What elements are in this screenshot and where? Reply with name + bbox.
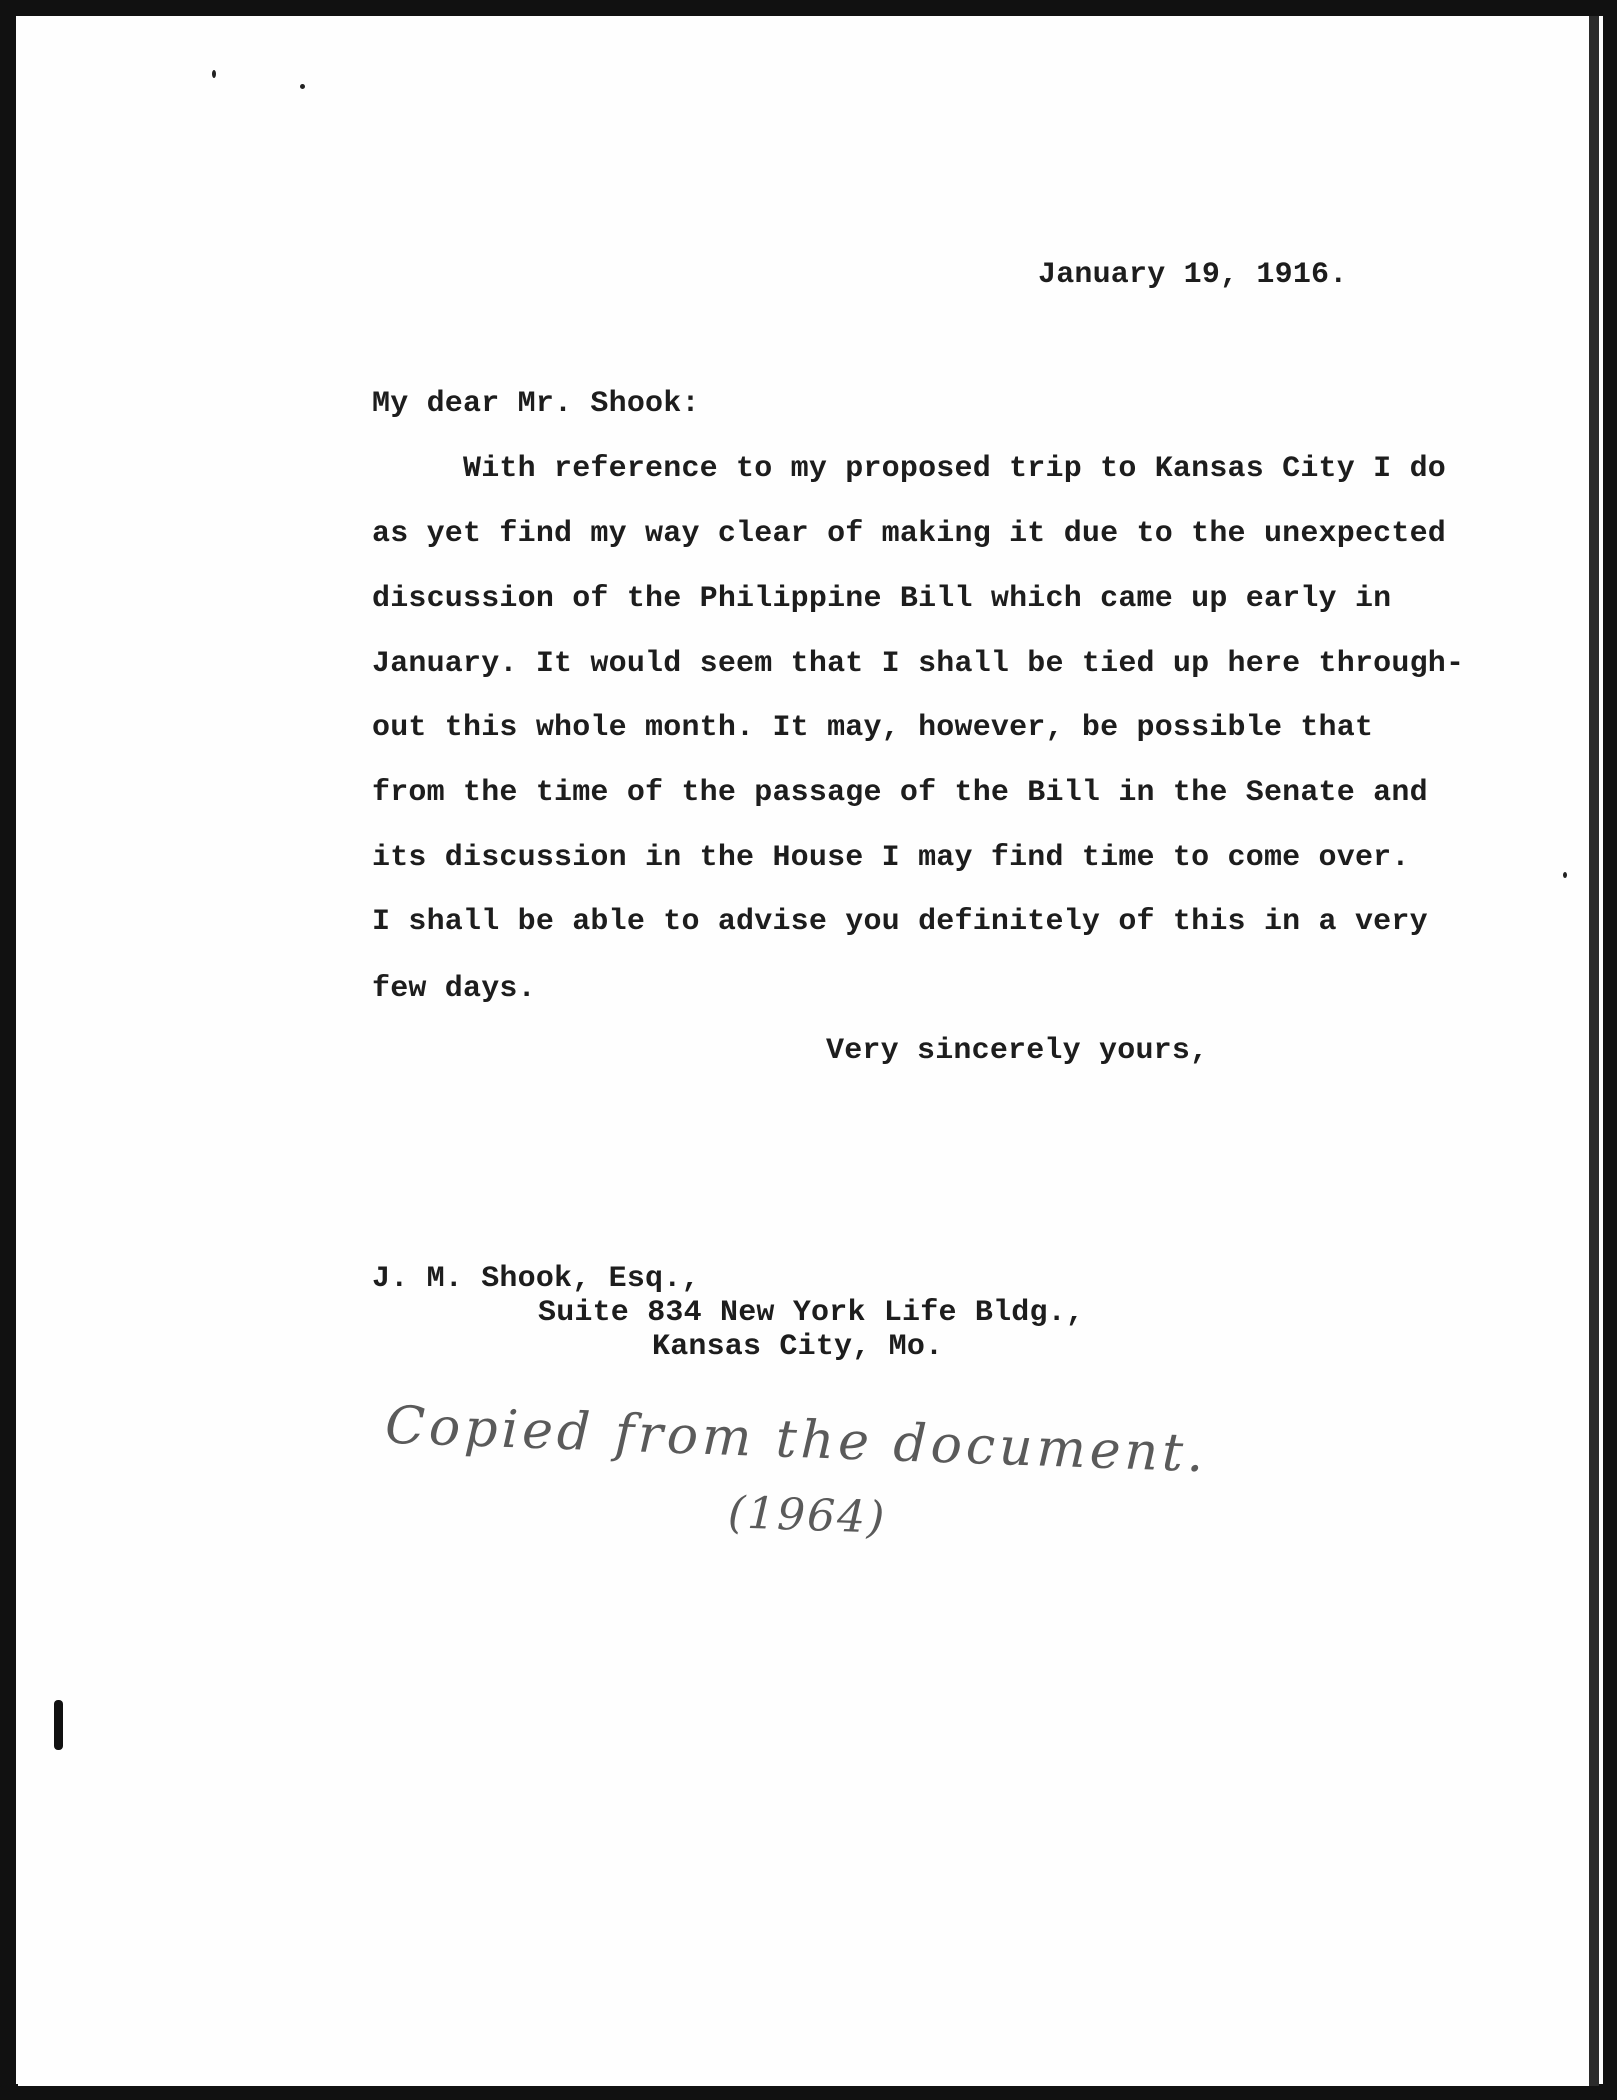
handwritten-note: Copied from the document. bbox=[384, 1395, 1209, 1485]
scan-speck bbox=[1563, 872, 1567, 878]
address-line-suite: Suite 834 New York Life Bldg., bbox=[538, 1296, 1085, 1330]
body-line: I shall be able to advise you definitely of this in a very bbox=[372, 905, 1428, 939]
scan-speck bbox=[212, 70, 216, 78]
handwritten-year: (1964) bbox=[727, 1487, 888, 1544]
address-line-name: J. M. Shook, Esq., bbox=[372, 1262, 700, 1296]
binding-mark bbox=[54, 1700, 63, 1750]
letter-salutation: My dear Mr. Shook: bbox=[372, 387, 700, 421]
body-line: January. It would seem that I shall be tied up here through- bbox=[372, 647, 1465, 681]
body-line: out this whole month. It may, however, be possible that bbox=[372, 711, 1374, 745]
body-line: few days. bbox=[372, 972, 536, 1006]
letter-closing: Very sincerely yours, bbox=[826, 1034, 1209, 1068]
address-line-city: Kansas City, Mo. bbox=[652, 1330, 944, 1364]
body-line: from the time of the passage of the Bill in the Senate and bbox=[372, 776, 1428, 810]
scan-speck bbox=[300, 84, 305, 89]
body-line: its discussion in the House I may find time to come over. bbox=[372, 841, 1410, 875]
body-line: as yet find my way clear of making it due to the unexpected bbox=[372, 517, 1446, 551]
letter-paper bbox=[18, 16, 1599, 2086]
body-line: With reference to my proposed trip to Kansas City I do bbox=[372, 452, 1446, 486]
letter-date: January 19, 1916. bbox=[1038, 258, 1348, 292]
body-line: discussion of the Philippine Bill which came up early in bbox=[372, 582, 1392, 616]
